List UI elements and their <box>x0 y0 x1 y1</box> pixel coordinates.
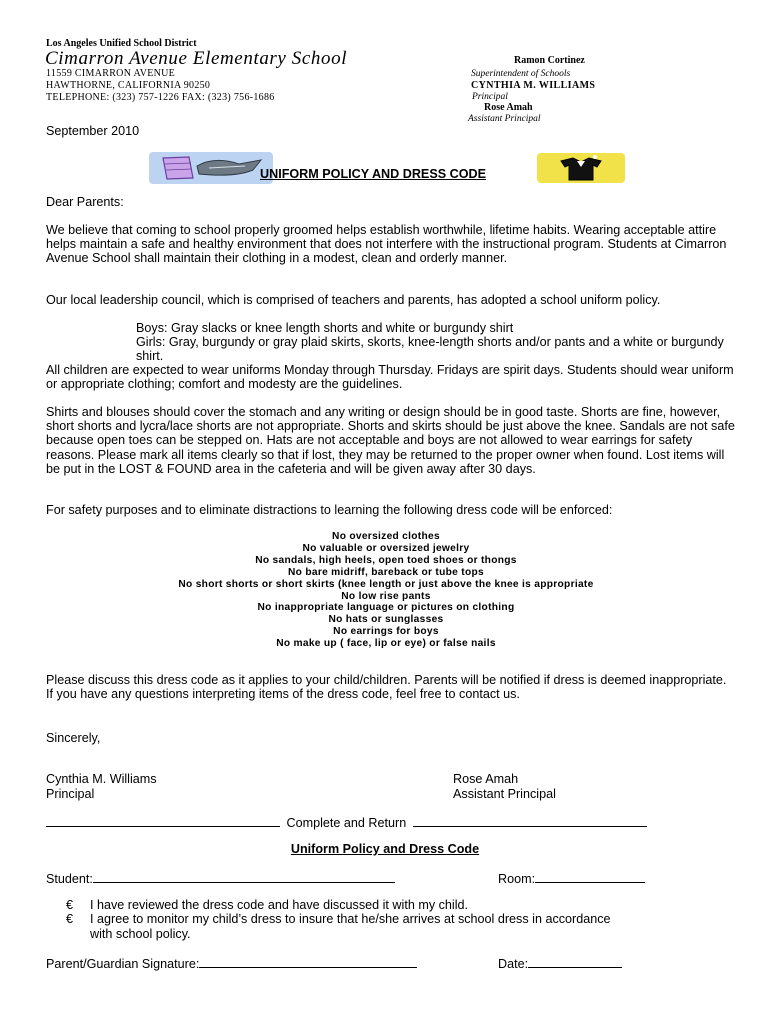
uniform-girls: Girls: Gray, burgundy or gray plaid skirts, skorts, knee-length shorts and/or pants and a white or burgundy shirt. <box>136 335 724 364</box>
superintendent-name: Ramon Cortinez <box>514 55 585 66</box>
student-label: Student: <box>46 872 93 886</box>
paragraph-discuss: Please discuss this dress code as it applies to your child/children. Parents will be notified if dress is deemed inappropriate. If you have any questions interpreting items of the dress code, feel free to contact us. <box>46 673 727 702</box>
letter-date: September 2010 <box>46 124 140 138</box>
rule-item: No inappropriate language or pictures on clothing <box>257 602 515 614</box>
assistant-principal-name: Rose Amah <box>484 102 533 113</box>
date-input-line[interactable] <box>528 955 622 968</box>
signature-label: Parent/Guardian Signature: <box>46 957 200 971</box>
salutation: Dear Parents: <box>46 195 124 209</box>
rule-item: No oversized clothes <box>332 531 440 542</box>
superintendent-title: Superintendent of Schools <box>471 69 571 79</box>
uniform-boys: Boys: Gray slacks or knee length shorts and white or burgundy shirt <box>136 321 514 335</box>
clothes-clipart-icon <box>149 152 273 184</box>
phone-line: TELEPHONE: (323) 757-1226 FAX: (323) 756-1686 <box>46 92 275 103</box>
complete-return-label: Complete and Return <box>286 816 407 830</box>
signer-left-title: Principal <box>46 787 95 801</box>
room-label: Room: <box>498 872 536 886</box>
paragraph-intro: We believe that coming to school properly groomed helps establish worthwhile, lifetime habits. Wearing acceptable attire helps maintain a safe and healthy environment that does not interfere with the instructional program. Students at Cimarron Avenue School shall maintain their clothing in a modest, clean and orderly manner. <box>46 223 727 266</box>
student-input-line[interactable] <box>93 870 395 883</box>
paragraph-guidelines: Shirts and blouses should cover the stomach and any writing or design should be in good taste. Shorts are fine, however, short shorts and lycra/lace shorts are not appropriate. Shorts and skirts should be just above the knee. Sandals are not safe because open toes can be stepped on. Hats are not acceptable and boys are not allowed to wear earrings for safety reasons. Please mark all items clearly so that if lost, they may be returned to the proper owner when found. Lost items will be put in the LOST & FOUND area in the cafeteria and will be given away after 30 days. <box>46 405 735 476</box>
acknowledge-item-2[interactable] <box>66 912 611 927</box>
date-field[interactable] <box>498 955 622 971</box>
rule-item: No earrings for boys <box>333 626 439 638</box>
cut-line-right <box>413 814 647 827</box>
district-name: Los Angeles Unified School District <box>46 38 197 49</box>
date-label: Date: <box>498 957 529 971</box>
student-field[interactable] <box>46 870 395 886</box>
dress-code-rules <box>46 531 726 650</box>
rule-item: No hats or sunglasses <box>328 614 444 626</box>
signer-right-name: Rose Amah <box>453 772 519 786</box>
acknowledge-text-1: I have reviewed the dress code and have discussed it with my child. <box>90 898 469 912</box>
principal-title: Principal <box>472 92 508 102</box>
school-name: Cimarron Avenue Elementary School <box>45 48 348 69</box>
signature-input-line[interactable] <box>199 955 417 968</box>
cut-line-left <box>46 814 280 827</box>
room-input-line[interactable] <box>535 870 645 883</box>
address-line-1: 11559 CIMARRON AVENUE <box>46 68 176 79</box>
shirt-clipart-icon <box>537 153 625 183</box>
form-title: Uniform Policy and Dress Code <box>290 842 480 856</box>
signer-left-name: Cynthia M. Williams <box>46 772 157 786</box>
acknowledge-text-2: I agree to monitor my child’s dress to insure that he/she arrives at school dress in accordance <box>90 912 611 926</box>
acknowledge-item-2-cont <box>90 927 191 942</box>
checkbox-icon[interactable]: € <box>66 912 74 926</box>
paragraph-council: Our local leadership council, which is comprised of teachers and parents, has adopted a school uniform policy. <box>46 293 661 307</box>
complete-return-line <box>46 814 647 830</box>
rule-item: No make up ( face, lip or eye) or false nails <box>276 638 496 650</box>
address-line-2: HAWTHORNE, CALIFORNIA 90250 <box>46 80 211 91</box>
signer-right-title: Assistant Principal <box>453 787 556 801</box>
room-field[interactable] <box>498 870 645 886</box>
page-heading: UNIFORM POLICY AND DRESS CODE <box>260 167 487 181</box>
rule-item: No short shorts or short skirts (knee length or just above the knee is appropriate <box>178 578 594 590</box>
rule-item: No valuable or oversized jewelry <box>302 542 470 554</box>
closing: Sincerely, <box>46 731 101 745</box>
rule-item: No low rise pants <box>341 590 431 602</box>
signature-field[interactable] <box>46 955 417 971</box>
paragraph-schedule: All children are expected to wear uniforms Monday through Thursday. Fridays are spirit days. Students should wear uniform or appropriate clothing; comfort and modesty are the guidelines. <box>46 363 734 392</box>
principal-name: CYNTHIA M. WILLIAMS <box>471 80 596 91</box>
paragraph-safety: For safety purposes and to eliminate distractions to learning the following dress code will be enforced: <box>46 503 613 517</box>
rule-item: No sandals, high heels, open toed shoes or thongs <box>255 554 517 566</box>
checkbox-icon[interactable]: € <box>66 898 74 912</box>
rule-item: No bare midriff, bareback or tube tops <box>288 566 484 578</box>
assistant-principal-title: Assistant Principal <box>468 114 541 124</box>
acknowledge-text-2-cont: with school policy. <box>90 927 191 941</box>
acknowledge-item-1[interactable] <box>66 898 468 913</box>
